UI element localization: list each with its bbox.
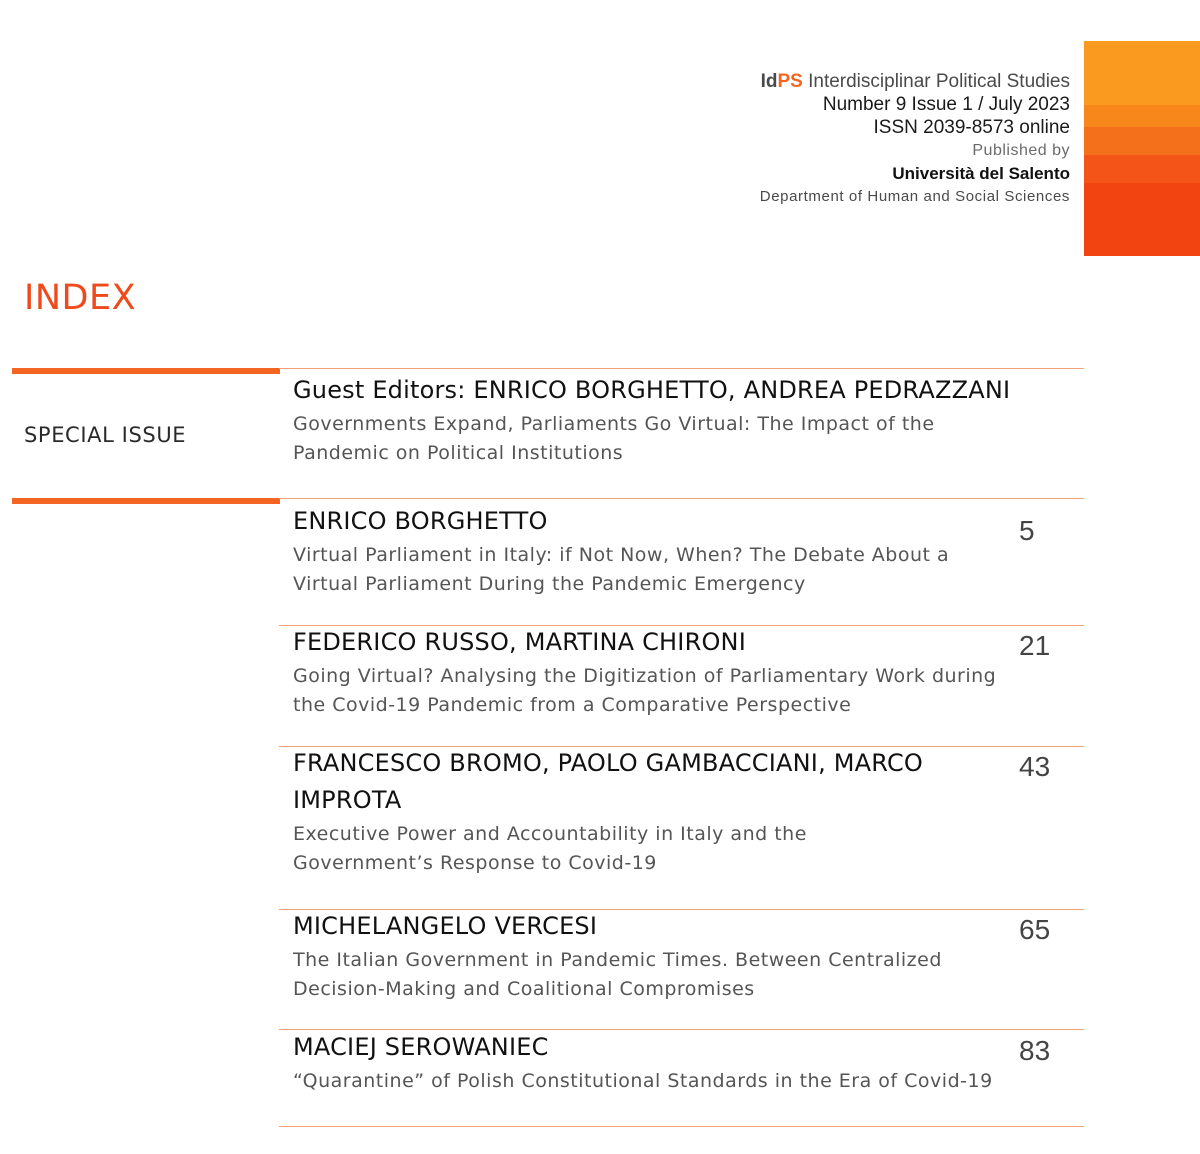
article-entry[interactable]	[293, 1029, 1013, 1096]
stripe-1	[1084, 41, 1200, 105]
published-by: Published by	[972, 142, 1070, 159]
article-authors: FRANCESCO BROMO, PAOLO GAMBACCIANI, MARCO IMPROTA	[293, 749, 923, 814]
article-authors: ENRICO BORGHETTO	[293, 507, 548, 535]
journal-header	[760, 70, 1070, 208]
article-title: “Quarantine” of Polish Constitutional Standards in the Era of Covid-19	[293, 1070, 993, 1092]
article-page: 83	[1019, 1035, 1051, 1066]
special-issue-top-bar	[12, 368, 280, 374]
article-title: Virtual Parliament in Italy: if Not Now, When? The Debate About a Virtual Parliament During the Pandemic Emergency	[293, 544, 950, 595]
article-page: 5	[1019, 515, 1035, 546]
article-entry[interactable]	[293, 503, 1013, 599]
article-entry[interactable]	[293, 624, 1013, 720]
journal-logo: IdPS	[760, 71, 803, 92]
issue-number: Number 9 Issue 1 / July 2023	[822, 94, 1070, 115]
divider	[279, 498, 1084, 499]
article-page: 21	[1019, 630, 1051, 661]
article-authors: MICHELANGELO VERCESI	[293, 912, 598, 940]
guest-editors: Guest Editors: ENRICO BORGHETTO, ANDREA PEDRAZZANI	[293, 376, 1011, 404]
index-title: INDEX	[24, 278, 137, 318]
article-authors: FEDERICO RUSSO, MARTINA CHIRONI	[293, 628, 746, 656]
divider	[279, 368, 1084, 369]
journal-name: Interdisciplinar Political Studies	[808, 71, 1070, 92]
special-issue-bottom-bar	[12, 498, 280, 504]
special-issue-entry	[293, 372, 1013, 468]
university: Università del Salento	[892, 164, 1070, 183]
article-authors: MACIEJ SEROWANIEC	[293, 1033, 549, 1061]
article-entry[interactable]	[293, 745, 933, 878]
article-page: 43	[1019, 751, 1051, 782]
stripe-3	[1084, 127, 1200, 155]
divider	[279, 1126, 1084, 1127]
issn: ISSN 2039-8573 online	[873, 117, 1070, 138]
special-issue-title: Governments Expand, Parliaments Go Virtual: The Impact of the Pandemic on Political Institutions	[293, 413, 935, 464]
article-title: Going Virtual? Analysing the Digitization of Parliamentary Work during the Covid-19 Pandemic from a Comparative Perspective	[293, 665, 997, 716]
orange-stripes-decoration	[1084, 41, 1200, 256]
special-issue-label: SPECIAL ISSUE	[24, 423, 187, 447]
stripe-5	[1084, 183, 1200, 256]
stripe-4	[1084, 155, 1200, 183]
article-page: 65	[1019, 914, 1051, 945]
article-title: The Italian Government in Pandemic Times. Between Centralized Decision-Making and Coalitional Compromises	[293, 949, 942, 1000]
article-entry[interactable]	[293, 908, 953, 1004]
stripe-2	[1084, 105, 1200, 127]
article-title: Executive Power and Accountability in Italy and the Government’s Response to Covid-19	[293, 823, 807, 874]
department: Department of Human and Social Sciences	[759, 188, 1070, 205]
journal-title-line	[760, 70, 1070, 93]
